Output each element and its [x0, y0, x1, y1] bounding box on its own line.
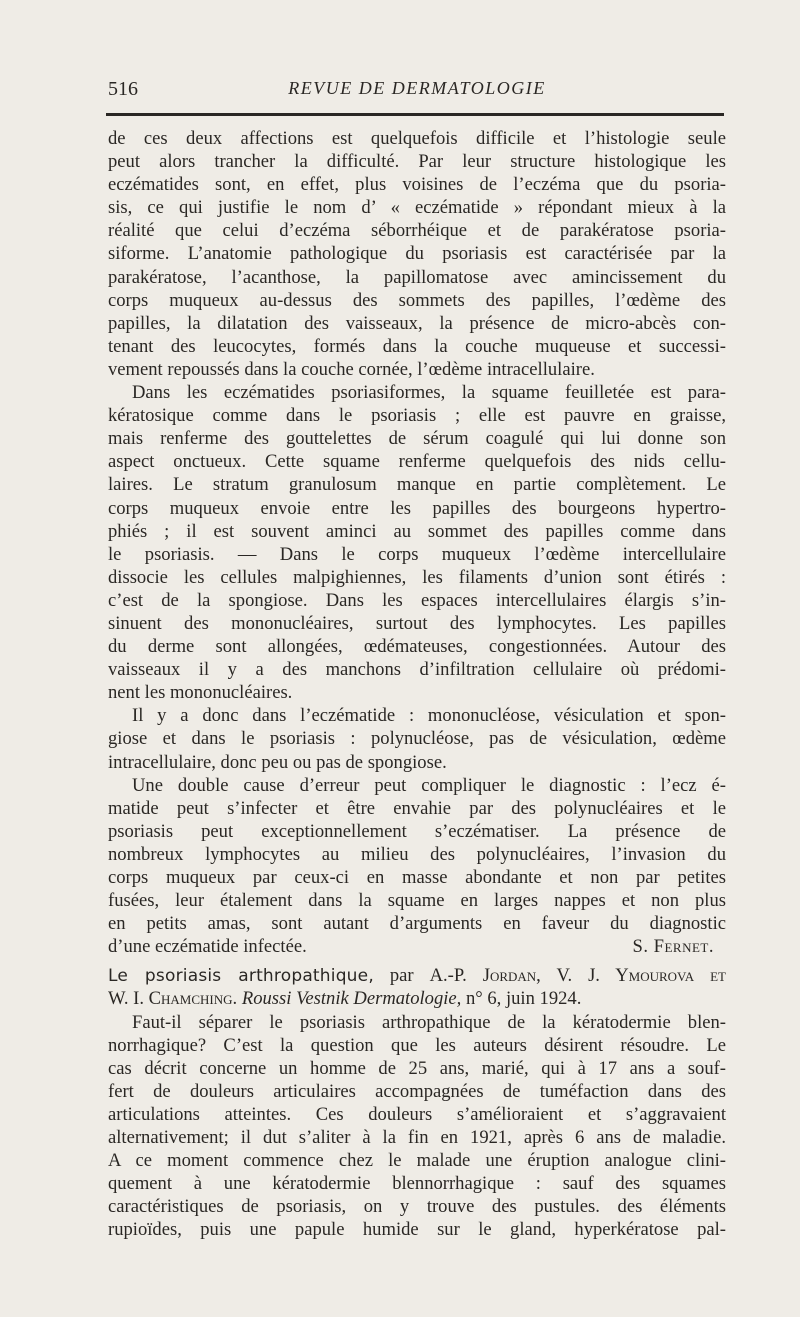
paragraph-histology — [108, 127, 726, 381]
text-line: aspect onctueux. Cette squame renferme quelquefois des nids cellu- — [108, 451, 726, 473]
text-line: Il y a donc dans l’eczématide : mononucléose, vésiculation et spon- — [132, 705, 726, 727]
text-line: laires. Le stratum granulosum manque en partie complètement. Le — [108, 474, 726, 496]
text-line: dissocie les cellules malpighiennes, les filaments d’union sont étirés : — [108, 566, 726, 588]
text-line: le psoriasis. — Dans le corps muqueux l’œdème intercellulaire — [108, 543, 726, 565]
text-line: eczématides sont, en effet, plus voisines de l’eczéma que du psoria- — [108, 174, 726, 196]
text-line: corps muqueux au-dessus des sommets des papilles, l’œdème des — [108, 289, 726, 311]
text-line: psoriasis peut exceptionnellement s’eczématiser. La présence de — [108, 820, 726, 842]
article-heading — [108, 964, 726, 1010]
running-title: REVUE DE DERMATOLOGIE — [288, 78, 546, 98]
text-line: vaisseaux il y a des manchons d’infiltration cellulaire où prédomi- — [108, 659, 726, 681]
text-line: alternativement; il dut s’aliter à la fin en 1921, après 6 ans de maladie. — [108, 1127, 726, 1149]
article-body — [108, 127, 726, 1242]
text-line: du derme sont allongées, œdémateuses, congestionnées. Autour des — [108, 636, 726, 658]
paragraph-case — [108, 1011, 726, 1242]
text-line: intracellulaire, donc peu ou pas de spongiose. — [108, 751, 447, 773]
text-line: Faut-il séparer le psoriasis arthropathique de la kératodermie blen- — [132, 1011, 726, 1033]
text-line: A ce moment commence chez le malade une éruption analogue clini- — [108, 1150, 726, 1172]
text-line: vement repoussés dans la couche cornée, l’œdème intracellulaire. — [108, 358, 595, 380]
text-line: c’est de la spongiose. Dans les espaces intercellulaires élargis s’in- — [108, 589, 726, 611]
text-line: corps muqueux par ceux-ci en masse abondante et non par petites — [108, 867, 726, 888]
text-line: giose et dans le psoriasis : polynucléose, pas de vésiculation, œdème — [108, 728, 726, 750]
text-line: parakératose, l’acanthose, la papillomatose avec amincissement du — [108, 266, 726, 288]
text-line: sis, ce qui justifie le nom d’ « eczématide » répondant mieux à la — [108, 197, 726, 219]
text-line: cas décrit concerne un homme de 25 ans, marié, qui à 17 ans a souf- — [108, 1057, 726, 1079]
paragraph-eczematides — [108, 381, 726, 704]
article-authors: A.-P. Jordan, V. J. Ymourova et — [429, 965, 726, 987]
text-line: nent les mononucléaires. — [108, 682, 293, 704]
text-line: peut alors trancher la difficulté. Par leur structure histologique les — [108, 151, 726, 173]
text-line: Une double cause d’erreur peut compliquer le diagnostic : l’ecz é- — [132, 774, 726, 796]
text-line: norrhagique? C’est la question que les auteurs désirent résoudre. Le — [108, 1034, 726, 1056]
text-line: réalité que celui d’eczéma séborrhéique et de parakératose psoria- — [108, 220, 726, 242]
text-line: en petits amas, sont autant d’arguments en faveur du diagnostic — [108, 913, 726, 935]
journal-issue: n° 6, juin 1924. — [465, 988, 582, 1010]
text-line: articulations atteintes. Ces douleurs s’amélioraient et s’aggravaient — [108, 1103, 726, 1125]
text-line: sinuent des mononucléaires, surtout des lymphocytes. Les papilles — [108, 612, 726, 634]
text-line: siforme. L’anatomie pathologique du psoriasis est caractérisée par la — [108, 243, 726, 265]
text-line: papilles, la dilatation des vaisseaux, la présence de micro-abcès con- — [108, 312, 726, 334]
journal-name: Roussi Vestnik Dermatologie, — [241, 988, 462, 1010]
text-line: mais renferme des gouttelettes de sérum coagulé qui lui donne son — [108, 428, 726, 450]
page-number: 516 — [108, 78, 138, 100]
paragraph-summary — [108, 704, 726, 773]
article-title: Le psoriasis arthropathique, — [108, 966, 374, 987]
paragraph-diagnosis — [108, 774, 726, 959]
text-line: de ces deux affections est quelquefois difficile et l’histologie seule — [108, 128, 726, 149]
page-header — [108, 78, 726, 104]
heading-line — [108, 964, 726, 987]
text-line: tenant des leucocytes, formés dans la couche muqueuse et successi- — [108, 335, 726, 357]
text-line: kératosique comme dans le psoriasis ; elle est pauvre en graisse, — [108, 405, 726, 427]
text-line: quement à une kératodermie blennorrhagique : sauf des squames — [108, 1173, 726, 1195]
text-line: Dans les eczématides psoriasiformes, la squame feuilletée est para- — [132, 382, 726, 404]
text-line: phiés ; il est souvent aminci au sommet des papilles comme dans — [108, 520, 726, 542]
text-line: fusées, leur étalement dans la squame en larges nappes et non plus — [108, 890, 726, 912]
text-line: fert de douleurs articulaires accompagnées de tuméfaction dans des — [108, 1080, 726, 1102]
text-line: matide peut s’infecter et être envahie par des polynucléaires et le — [108, 797, 726, 819]
text-line: corps muqueux envoie entre les papilles des bourgeons hypertro- — [108, 497, 726, 519]
header-rule — [106, 113, 724, 116]
text-line — [108, 935, 726, 958]
text-line: caractéristiques de psoriasis, on y trouve des pustules. des éléments — [108, 1196, 726, 1218]
review-author: S. Fernet. — [632, 936, 714, 958]
text-line: rupioïdes, puis une papule humide sur le gland, hyperkératose pal- — [108, 1219, 726, 1241]
text-line: nombreux lymphocytes au milieu des polynucléaires, l’invasion du — [108, 843, 726, 865]
by-label: par — [389, 965, 414, 987]
closing-text: d’une eczématide infectée. — [108, 936, 307, 958]
heading-line — [108, 987, 726, 1010]
article-authors-cont: W. I. Chamching. — [108, 988, 238, 1010]
